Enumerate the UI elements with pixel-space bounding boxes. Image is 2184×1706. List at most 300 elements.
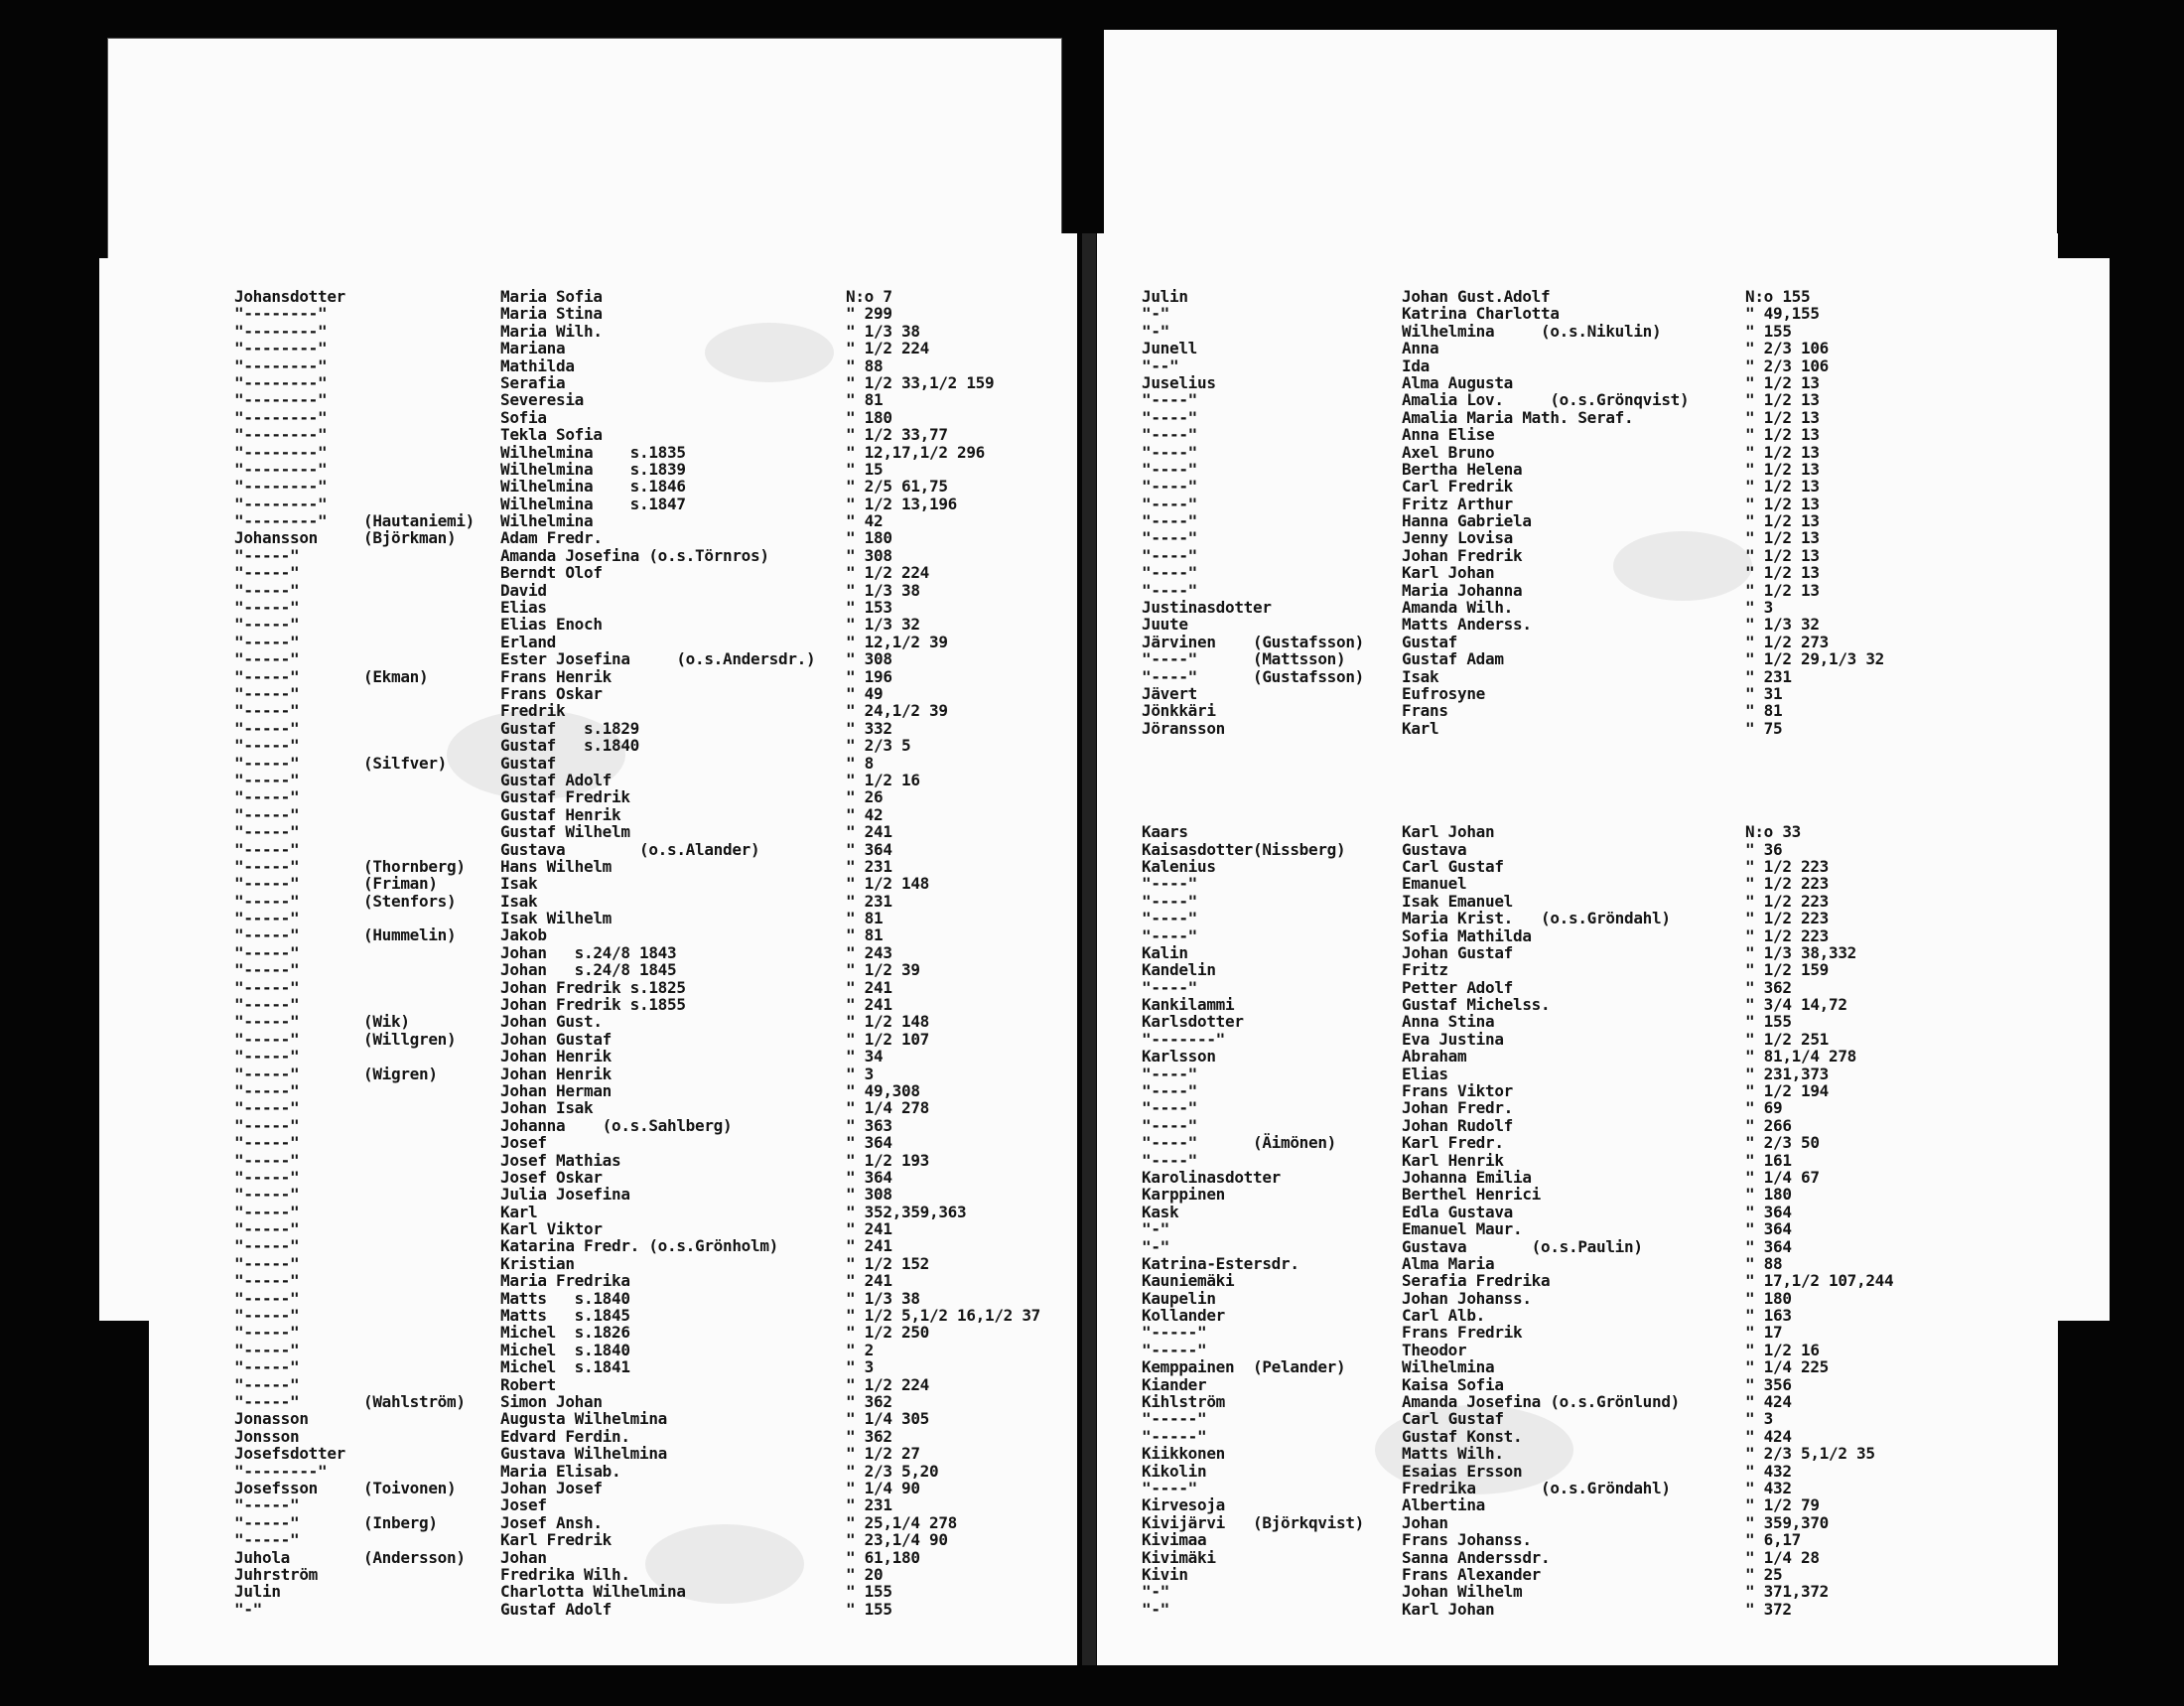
entry-reference: " 1/2 13: [1745, 442, 1820, 462]
index-entry: [234, 1013, 1078, 1030]
entry-given-name: Amalia Lov. (o.s.Grönqvist): [1402, 390, 1690, 410]
entry-reference: " 2/3 106: [1745, 355, 1829, 375]
entry-surname: "-----": [234, 1392, 300, 1411]
entry-surname: Kalenius: [1142, 856, 1216, 876]
entry-alias: (Friman): [363, 874, 438, 894]
entry-surname: "-----": [1142, 1426, 1207, 1446]
entry-given-name: Augusta Wilhelmina: [500, 1409, 667, 1429]
entry-surname: "-----": [234, 632, 300, 651]
entry-reference: " 1/2 224: [846, 563, 929, 583]
entry-reference: " 1/2 5,1/2 16,1/2 37: [846, 1306, 1040, 1326]
entry-reference: " 1/4 28: [1745, 1547, 1820, 1567]
entry-reference: " 17: [1745, 1323, 1783, 1343]
entry-surname: "-": [1142, 1599, 1169, 1619]
entry-surname: "----": [1142, 425, 1197, 445]
entry-reference: " 1/3 38: [846, 1288, 920, 1308]
entry-surname: "-----": [234, 770, 300, 789]
index-entry: [234, 1307, 1078, 1324]
entry-given-name: Johan Henrik: [500, 1047, 612, 1066]
entry-surname: "----": [1142, 390, 1197, 410]
entry-given-name: Gustaf s.1840: [500, 736, 639, 756]
entry-surname: "-----": [234, 960, 300, 980]
index-entry: [1142, 357, 2055, 374]
entry-surname: "----": [1142, 494, 1197, 513]
entry-given-name: Carl Gustaf: [1402, 1409, 1504, 1429]
entry-given-name: Serafia Fredrika: [1402, 1271, 1551, 1291]
entry-reference: " 243: [846, 942, 892, 962]
entry-reference: " 241: [846, 1271, 892, 1291]
entry-given-name: Gustaf Adolf: [500, 770, 612, 789]
entry-reference: " 1/2 148: [846, 1012, 929, 1032]
entry-reference: " 196: [846, 666, 892, 686]
entry-given-name: Frans Viktor: [1402, 1081, 1513, 1101]
index-entry: [234, 582, 1078, 599]
index-entry: [234, 1272, 1078, 1289]
index-entry: [234, 823, 1078, 840]
entry-given-name: Johan s.24/8 1845: [500, 960, 677, 980]
entry-surname: Jonasson: [234, 1409, 309, 1429]
entry-reference: N:o 7: [846, 287, 892, 306]
index-entry: [234, 1566, 1078, 1583]
entry-surname: "-----": [234, 1047, 300, 1066]
index-entry: [1142, 582, 2055, 599]
entry-surname: "-----": [234, 1133, 300, 1153]
entry-given-name: Johan: [1402, 1512, 1448, 1532]
entry-reference: " 3: [1745, 598, 1773, 618]
entry-reference: " 231: [1745, 666, 1792, 686]
entry-reference: " 1/3 38: [846, 321, 920, 341]
entry-reference: " 424: [1745, 1392, 1792, 1412]
entry-given-name: Amanda Josefina (o.s.Grönlund): [1402, 1392, 1680, 1412]
entry-given-name: Gustaf Konst.: [1402, 1426, 1523, 1446]
entry-reference: " 1/2 13: [1745, 407, 1820, 427]
entry-reference: " 88: [846, 355, 884, 375]
entry-given-name: Johan: [500, 1547, 547, 1567]
index-entry: [234, 1220, 1078, 1237]
index-entry: [1142, 461, 2055, 478]
index-entry: [1142, 529, 2055, 546]
index-entry: [1142, 823, 2055, 840]
index-entry: [1142, 1290, 2055, 1307]
entry-given-name: Josef: [500, 1133, 547, 1153]
entry-reference: " 308: [846, 649, 892, 669]
entry-reference: " 364: [1745, 1219, 1792, 1239]
index-entry: [1142, 1463, 2055, 1480]
entry-given-name: Gustaf: [1402, 632, 1457, 651]
entry-surname: "-----": [234, 787, 300, 807]
entry-given-name: Sanna Anderssdr.: [1402, 1547, 1551, 1567]
entry-reference: " 24,1/2 39: [846, 701, 948, 721]
entry-surname: "-----": [234, 649, 300, 669]
index-entry: [1142, 1066, 2055, 1082]
entry-given-name: Maria Elisab.: [500, 1461, 621, 1481]
index-entry: [234, 1082, 1078, 1099]
entry-alias: (Ekman): [363, 666, 429, 686]
entry-surname: "-------": [1142, 1029, 1225, 1049]
entry-given-name: Frans Johanss.: [1402, 1530, 1532, 1550]
entry-reference: " 362: [1745, 977, 1792, 997]
entry-given-name: Gustaf Michelss.: [1402, 995, 1551, 1015]
entry-reference: " 1/4 67: [1745, 1167, 1820, 1187]
entry-reference: " 81,1/4 278: [1745, 1047, 1856, 1066]
entry-reference: " 6,17: [1745, 1530, 1801, 1550]
entry-reference: " 20: [846, 1564, 884, 1584]
entry-reference: " 1/2 39: [846, 960, 920, 980]
entry-reference: " 1/2 13,196: [846, 494, 957, 513]
entry-reference: " 1/2 148: [846, 874, 929, 894]
entry-reference: " 1/2 223: [1745, 874, 1829, 894]
index-entry: [1142, 478, 2055, 495]
entry-alias: (Wahlström): [363, 1392, 466, 1411]
entry-alias: (Björkqvist): [1253, 1512, 1364, 1532]
section-gap: [1142, 737, 2055, 823]
entry-reference: " 1/2 29,1/3 32: [1745, 649, 1884, 669]
entry-surname: "----": [1142, 528, 1197, 548]
entry-reference: " 1/2 16: [1745, 1340, 1820, 1359]
entry-given-name: Gustaf Wilhelm: [500, 822, 630, 842]
entry-surname: "-----": [234, 1115, 300, 1135]
entry-surname: Julin: [234, 1582, 281, 1602]
index-entry: [234, 1031, 1078, 1048]
entry-given-name: Sofia Mathilda: [1402, 925, 1532, 945]
entry-reference: " 362: [846, 1392, 892, 1411]
entry-surname: "-----": [234, 1185, 300, 1205]
index-entry: [1142, 547, 2055, 564]
entry-surname: "--------": [234, 304, 328, 324]
entry-reference: " 308: [846, 1185, 892, 1205]
entry-given-name: Karl Johan: [1402, 1599, 1495, 1619]
entry-given-name: Hanna Gabriela: [1402, 511, 1532, 531]
entry-surname: Jönkkäri: [1142, 701, 1216, 721]
entry-reference: " 1/2 13: [1745, 580, 1820, 600]
entry-given-name: Gustava Wilhelmina: [500, 1444, 667, 1464]
entry-given-name: Karl Fredr.: [1402, 1133, 1504, 1153]
entry-given-name: Karl Fredrik: [500, 1530, 612, 1550]
entry-surname: "-----": [234, 753, 300, 773]
index-entry: [234, 1324, 1078, 1341]
index-entry: [234, 1514, 1078, 1531]
entry-reference: " 371,372: [1745, 1582, 1829, 1602]
index-entry: [1142, 979, 2055, 996]
entry-reference: " 25,1/4 278: [846, 1512, 957, 1532]
entry-surname: "-----": [234, 1167, 300, 1187]
entry-reference: " 42: [846, 511, 884, 531]
entry-surname: Josefsdotter: [234, 1444, 345, 1464]
index-entry: [234, 858, 1078, 875]
entry-given-name: Isak: [500, 874, 538, 894]
entry-given-name: Berndt Olof: [500, 563, 603, 583]
entry-reference: " 3/4 14,72: [1745, 995, 1847, 1015]
entry-given-name: Jakob: [500, 925, 547, 945]
entry-reference: " 372: [1745, 1599, 1792, 1619]
entry-reference: " 308: [846, 545, 892, 565]
entry-alias: (Björkman): [363, 528, 457, 548]
entry-reference: N:o 33: [1745, 822, 1801, 842]
entry-surname: "-----": [234, 822, 300, 842]
entry-given-name: Karl Johan: [1402, 563, 1495, 583]
entry-reference: " 1/2 223: [1745, 909, 1829, 928]
entry-given-name: Esaias Ersson: [1402, 1461, 1523, 1481]
entry-reference: " 1/2 13: [1745, 545, 1820, 565]
entry-reference: " 1/2 13: [1745, 372, 1820, 392]
entry-alias: (Andersson): [363, 1547, 466, 1567]
entry-reference: " 364: [1745, 1236, 1792, 1256]
entry-surname: "----": [1142, 459, 1197, 479]
entry-given-name: Robert: [500, 1374, 556, 1394]
index-entry: [234, 893, 1078, 910]
entry-given-name: Elias: [1402, 1064, 1448, 1083]
entry-given-name: Karl: [500, 1202, 538, 1221]
entry-reference: " 3: [846, 1064, 874, 1083]
entry-reference: " 155: [1745, 1012, 1792, 1032]
entry-given-name: Michel s.1826: [500, 1323, 630, 1343]
entry-surname: "----": [1142, 977, 1197, 997]
index-entry: [1142, 1169, 2055, 1186]
entry-given-name: Kaisa Sofia: [1402, 1374, 1504, 1394]
entry-surname: Juhrström: [234, 1564, 318, 1584]
index-entry: [1142, 1514, 2055, 1531]
entry-given-name: Karl Viktor: [500, 1219, 603, 1239]
entry-reference: " 231: [846, 891, 892, 911]
entry-reference: " 2/3 106: [1745, 339, 1829, 358]
entry-surname: "--------": [234, 494, 328, 513]
entry-surname: "--------": [234, 477, 328, 497]
scan-right-margin: [2058, 258, 2110, 1321]
entry-alias: (Hummelin): [363, 925, 457, 945]
index-entry: [234, 772, 1078, 788]
entry-surname: "-----": [234, 1530, 300, 1550]
entry-surname: "----": [1142, 511, 1197, 531]
entry-given-name: Isak Wilhelm: [500, 909, 612, 928]
index-entry: [234, 841, 1078, 858]
index-entry: [234, 1601, 1078, 1618]
entry-surname: "-----": [234, 995, 300, 1015]
entry-reference: " 1/2 13: [1745, 528, 1820, 548]
index-entry: [234, 599, 1078, 616]
entry-reference: " 12,17,1/2 296: [846, 442, 985, 462]
index-entry: [234, 650, 1078, 667]
entry-alias: (Äimönen): [1253, 1133, 1336, 1153]
index-entry: [1142, 1272, 2055, 1289]
index-entry: [1142, 961, 2055, 978]
entry-given-name: Amalia Maria Math. Seraf.: [1402, 407, 1634, 427]
entry-surname: "-----": [234, 1495, 300, 1515]
entry-surname: "----": [1142, 666, 1197, 686]
index-entry: [1142, 634, 2055, 650]
index-entry: [234, 323, 1078, 340]
entry-surname: "----": [1142, 649, 1197, 669]
entry-surname: "-----": [234, 1150, 300, 1170]
index-entry: [234, 1549, 1078, 1566]
entry-reference: " 2/5 61,75: [846, 477, 948, 497]
entry-given-name: Maria Wilh.: [500, 321, 603, 341]
entry-given-name: Josef Mathias: [500, 1150, 621, 1170]
index-entry: [234, 720, 1078, 737]
entry-reference: " 12,1/2 39: [846, 632, 948, 651]
index-entry: [1142, 340, 2055, 356]
entry-reference: " 81: [846, 909, 884, 928]
index-entry: [1142, 1480, 2055, 1496]
entry-reference: " 8: [846, 753, 874, 773]
index-entry: [234, 702, 1078, 719]
entry-surname: Kalin: [1142, 942, 1188, 962]
entry-given-name: Jenny Lovisa: [1402, 528, 1513, 548]
index-entry: [234, 1099, 1078, 1116]
entry-given-name: Johan Gustaf: [500, 1029, 612, 1049]
entry-reference: " 1/3 38,332: [1745, 942, 1856, 962]
index-entry: [1142, 702, 2055, 719]
entry-surname: Kask: [1142, 1202, 1179, 1221]
entry-surname: Kollander: [1142, 1306, 1225, 1326]
entry-surname: "-----": [234, 942, 300, 962]
entry-surname: Johansdotter: [234, 287, 345, 306]
entry-given-name: Fredrika Wilh.: [500, 1564, 630, 1584]
right-index-list: [1142, 288, 2055, 1618]
index-entry: [1142, 374, 2055, 391]
entry-alias: (Gustafsson): [1253, 666, 1364, 686]
entry-reference: " 36: [1745, 839, 1783, 859]
entry-reference: " 153: [846, 598, 892, 618]
entry-reference: " 1/2 13: [1745, 563, 1820, 583]
entry-given-name: Maria Johanna: [1402, 580, 1523, 600]
index-entry: [1142, 512, 2055, 529]
entry-surname: "-----": [234, 580, 300, 600]
entry-given-name: Johan Wilhelm: [1402, 1582, 1523, 1602]
entry-given-name: Maria Sofia: [500, 287, 603, 306]
entry-given-name: Wilhelmina: [500, 511, 594, 531]
entry-given-name: Elias Enoch: [500, 615, 603, 635]
left-index-list: [234, 288, 1078, 1618]
entry-surname: "-----": [234, 1374, 300, 1394]
index-entry: [1142, 1549, 2055, 1566]
entry-given-name: Eufrosyne: [1402, 683, 1485, 703]
entry-reference: " 364: [1745, 1202, 1792, 1221]
entry-given-name: Wilhelmina s.1847: [500, 494, 686, 513]
entry-reference: " 266: [1745, 1115, 1792, 1135]
entry-given-name: Wilhelmina (o.s.Nikulin): [1402, 321, 1662, 341]
entry-reference: " 155: [846, 1582, 892, 1602]
entry-surname: "-----": [234, 1064, 300, 1083]
entry-reference: " 1/2 16: [846, 770, 920, 789]
entry-reference: " 180: [1745, 1185, 1792, 1205]
entry-given-name: Johan Rudolf: [1402, 1115, 1513, 1135]
index-entry: [1142, 841, 2055, 858]
entry-reference: " 364: [846, 1133, 892, 1153]
entry-given-name: Theodor: [1402, 1340, 1467, 1359]
entry-given-name: Alma Maria: [1402, 1253, 1495, 1273]
entry-reference: " 61,180: [846, 1547, 920, 1567]
entry-surname: "--": [1142, 355, 1179, 375]
index-entry: [234, 391, 1078, 408]
entry-reference: " 17,1/2 107,244: [1745, 1271, 1894, 1291]
entry-given-name: Maria Fredrika: [500, 1271, 630, 1291]
index-entry: [234, 944, 1078, 961]
entry-alias: (Toivonen): [363, 1478, 457, 1497]
entry-reference: " 81: [846, 925, 884, 945]
index-entry: [234, 1480, 1078, 1496]
index-entry: [234, 1066, 1078, 1082]
entry-surname: "-----": [234, 1288, 300, 1308]
entry-given-name: Johan Fredrik s.1825: [500, 977, 686, 997]
entry-given-name: Ida: [1402, 355, 1430, 375]
index-entry: [1142, 927, 2055, 944]
entry-given-name: Gustaf Adam: [1402, 649, 1504, 669]
index-entry: [1142, 1134, 2055, 1151]
entry-given-name: Josef Oskar: [500, 1167, 603, 1187]
entry-given-name: Michel s.1841: [500, 1357, 630, 1377]
entry-given-name: Ester Josefina (o.s.Andersdr.): [500, 649, 816, 669]
entry-reference: " 2/3 5,1/2 35: [1745, 1444, 1875, 1464]
entry-reference: " 1/2 33,77: [846, 425, 948, 445]
entry-given-name: Johan Gustaf: [1402, 942, 1513, 962]
entry-surname: "-": [1142, 321, 1169, 341]
entry-surname: "--------": [234, 459, 328, 479]
entry-surname: "-----": [234, 1340, 300, 1359]
entry-alias: (Wigren): [363, 1064, 438, 1083]
entry-surname: "----": [1142, 891, 1197, 911]
entry-given-name: Carl Gustaf: [1402, 856, 1504, 876]
index-entry: [1142, 1428, 2055, 1445]
entry-reference: " 42: [846, 804, 884, 824]
entry-surname: Kiander: [1142, 1374, 1207, 1394]
entry-surname: Jonsson: [234, 1426, 300, 1446]
entry-surname: Justinasdotter: [1142, 598, 1272, 618]
entry-surname: Kandelin: [1142, 960, 1216, 980]
entry-reference: " 1/2 223: [1745, 891, 1829, 911]
index-entry: [234, 1152, 1078, 1169]
index-entry: [234, 409, 1078, 426]
index-entry: [1142, 1583, 2055, 1600]
entry-surname: Karlsdotter: [1142, 1012, 1244, 1032]
entry-surname: Kankilammi: [1142, 995, 1235, 1015]
entry-surname: "-----": [234, 909, 300, 928]
entry-given-name: Johanna (o.s.Sahlberg): [500, 1115, 733, 1135]
entry-surname: "-----": [1142, 1340, 1207, 1359]
entry-surname: "----": [1142, 563, 1197, 583]
index-entry: [234, 616, 1078, 633]
entry-reference: " 1/2 13: [1745, 494, 1820, 513]
entry-reference: " 3: [846, 1357, 874, 1377]
entry-given-name: Amanda Wilh.: [1402, 598, 1513, 618]
index-entry: [234, 1117, 1078, 1134]
index-entry: [234, 496, 1078, 512]
entry-surname: "--------": [234, 321, 328, 341]
entry-given-name: Tekla Sofia: [500, 425, 603, 445]
entry-given-name: Johan Herman: [500, 1080, 612, 1100]
index-entry: [234, 564, 1078, 581]
entry-given-name: Fritz: [1402, 960, 1448, 980]
entry-surname: "-----": [234, 683, 300, 703]
entry-reference: " 26: [846, 787, 884, 807]
index-entry: [1142, 1410, 2055, 1427]
entry-reference: " 299: [846, 304, 892, 324]
entry-given-name: Julia Josefina: [500, 1185, 630, 1205]
entry-surname: "--------": [234, 1461, 328, 1481]
index-entry: [1142, 1031, 2055, 1048]
entry-alias: (Stenfors): [363, 891, 457, 911]
entry-alias: (Nissberg): [1253, 839, 1346, 859]
entry-reference: " 1/2 79: [1745, 1495, 1820, 1515]
index-entry: [234, 1531, 1078, 1548]
entry-reference: " 364: [846, 839, 892, 859]
entry-given-name: Mariana: [500, 339, 566, 358]
entry-surname: "-----": [234, 925, 300, 945]
entry-given-name: Edvard Ferdin.: [500, 1426, 630, 1446]
entry-given-name: Fredrika (o.s.Gröndahl): [1402, 1479, 1671, 1497]
entry-reference: " 1/2 27: [846, 1444, 920, 1464]
index-entry: [234, 357, 1078, 374]
entry-given-name: David: [500, 580, 547, 600]
